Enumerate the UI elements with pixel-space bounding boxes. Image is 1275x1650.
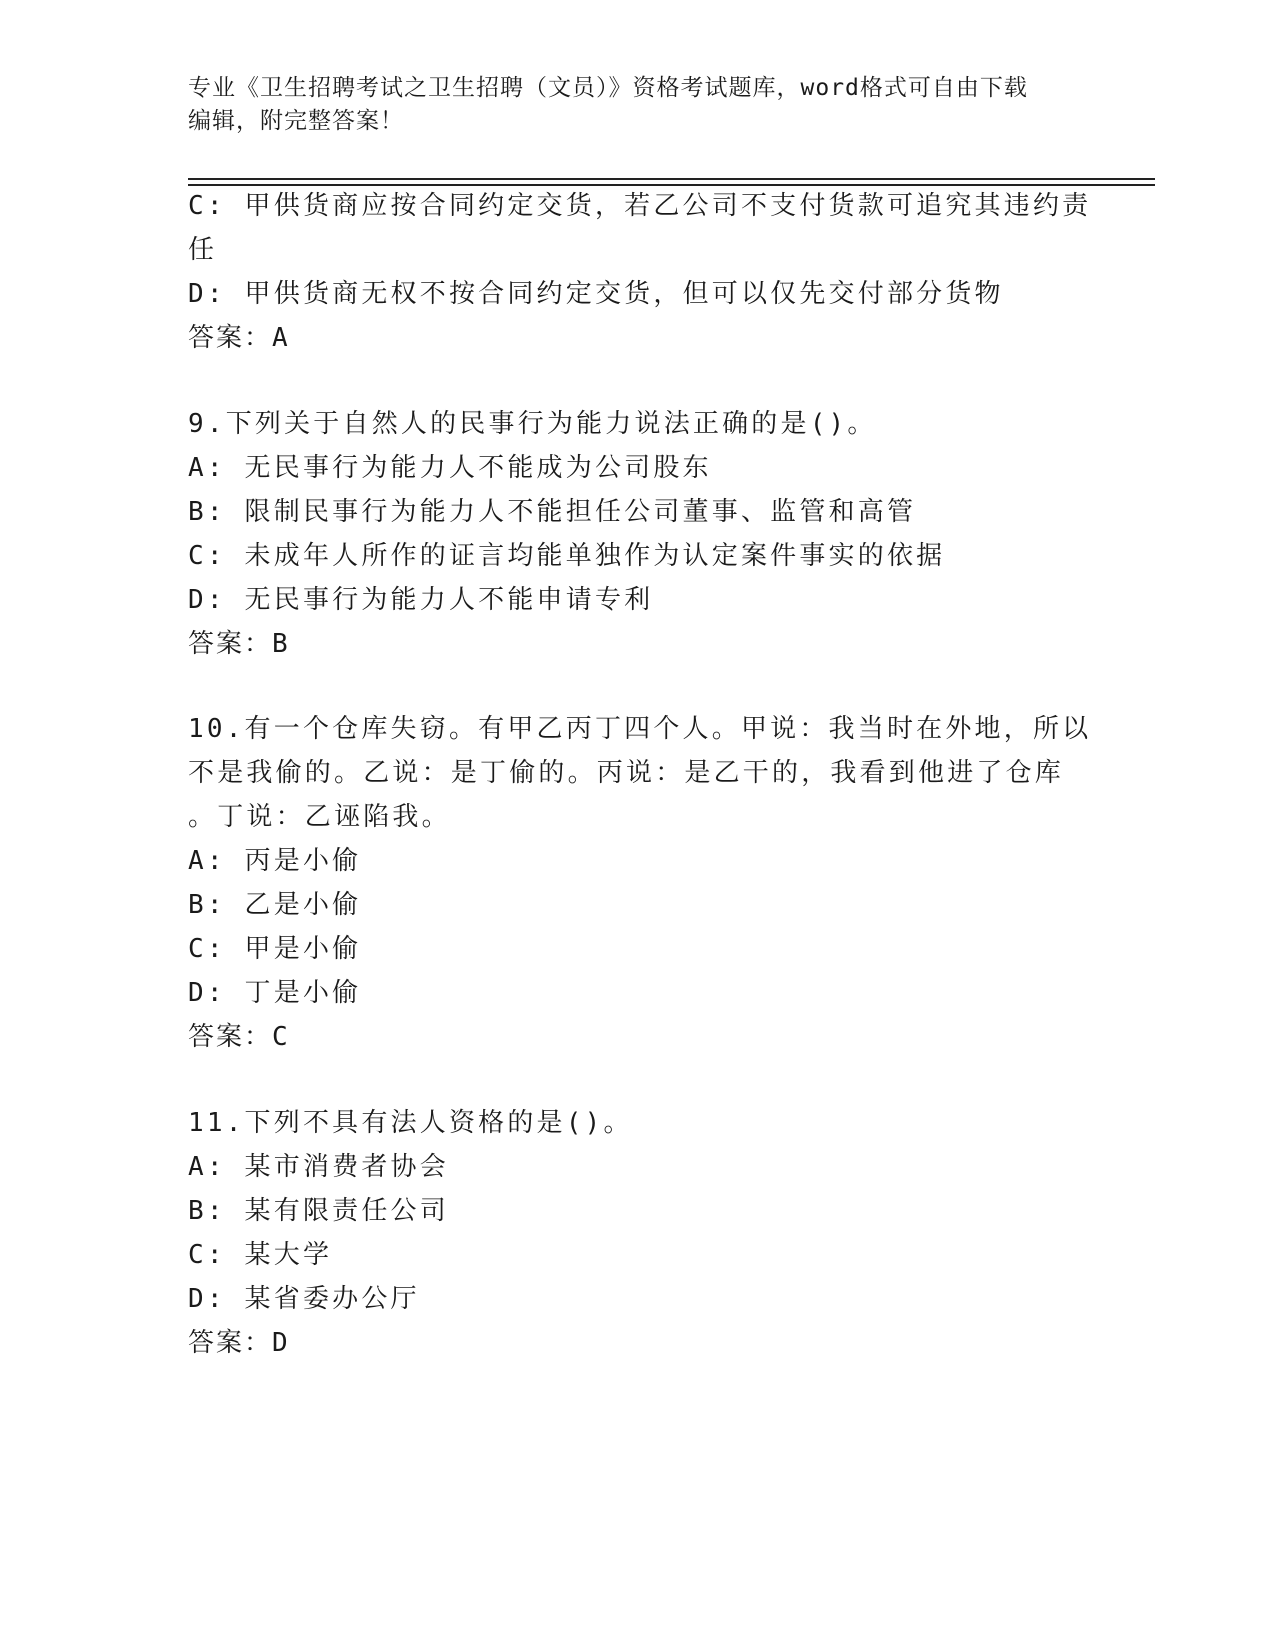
document-header: [188, 72, 1068, 138]
answer-label: 答案：: [188, 629, 273, 659]
answer-value: C: [272, 1022, 289, 1052]
header-divider-bottom: [188, 184, 1155, 186]
q11-option-c: C: 某大学: [188, 1240, 333, 1270]
q9-option-a: A: 无民事行为能力人不能成为公司股东: [188, 453, 712, 483]
q10-stem-line-1: 10.有一个仓库失窃。有甲乙丙丁四个人。甲说：我当时在外地，所以: [188, 714, 1092, 744]
answer-value: D: [272, 1328, 289, 1358]
header-divider-top: [188, 178, 1155, 180]
header-line-2: 编辑，附完整答案！: [188, 108, 404, 134]
answer-value: A: [272, 323, 289, 353]
q9-option-c: C: 未成年人所作的证言均能单独作为认定案件事实的依据: [188, 541, 946, 571]
q10-option-b: B: 乙是小偷: [188, 890, 362, 920]
answer-label: 答案：: [188, 1022, 273, 1052]
q10-stem-line-3: 。丁说：乙诬陷我。: [188, 802, 451, 832]
q10-option-d: D: 丁是小偷: [188, 978, 362, 1008]
q10-option-c: C: 甲是小偷: [188, 934, 362, 964]
answer-label: 答案：: [188, 323, 273, 353]
q9-answer: [188, 627, 289, 661]
prev-option-d: D: 甲供货商无权不按合同约定交货，但可以仅先交付部分货物: [188, 279, 1004, 309]
prev-option-c-line-2: 任: [188, 235, 218, 265]
q9-option-d: D: 无民事行为能力人不能申请专利: [188, 585, 654, 615]
q10-stem-line-2: 不是我偷的。乙说：是丁偷的。丙说：是乙干的，我看到他进了仓库: [188, 758, 1065, 788]
q11-option-d: D: 某省委办公厅: [188, 1284, 420, 1314]
prev-answer: [188, 321, 289, 355]
header-line-1: 专业《卫生招聘考试之卫生招聘（文员）》资格考试题库，word格式可自由下载: [188, 75, 1028, 101]
q10-option-a: A: 丙是小偷: [188, 846, 362, 876]
q11-option-b: B: 某有限责任公司: [188, 1196, 449, 1226]
answer-value: B: [272, 629, 289, 659]
q11-answer: [188, 1326, 289, 1360]
answer-label: 答案：: [188, 1328, 273, 1358]
prev-option-c-line-1: C: 甲供货商应按合同约定交货，若乙公司不支付货款可追究其违约责: [188, 191, 1092, 221]
q11-option-a: A: 某市消费者协会: [188, 1152, 449, 1182]
q10-answer: [188, 1020, 289, 1054]
q9-option-b: B: 限制民事行为能力人不能担任公司董事、监管和高管: [188, 497, 917, 527]
q9-stem: 9.下列关于自然人的民事行为能力说法正确的是()。: [188, 409, 877, 439]
q11-stem: 11.下列不具有法人资格的是()。: [188, 1108, 633, 1138]
